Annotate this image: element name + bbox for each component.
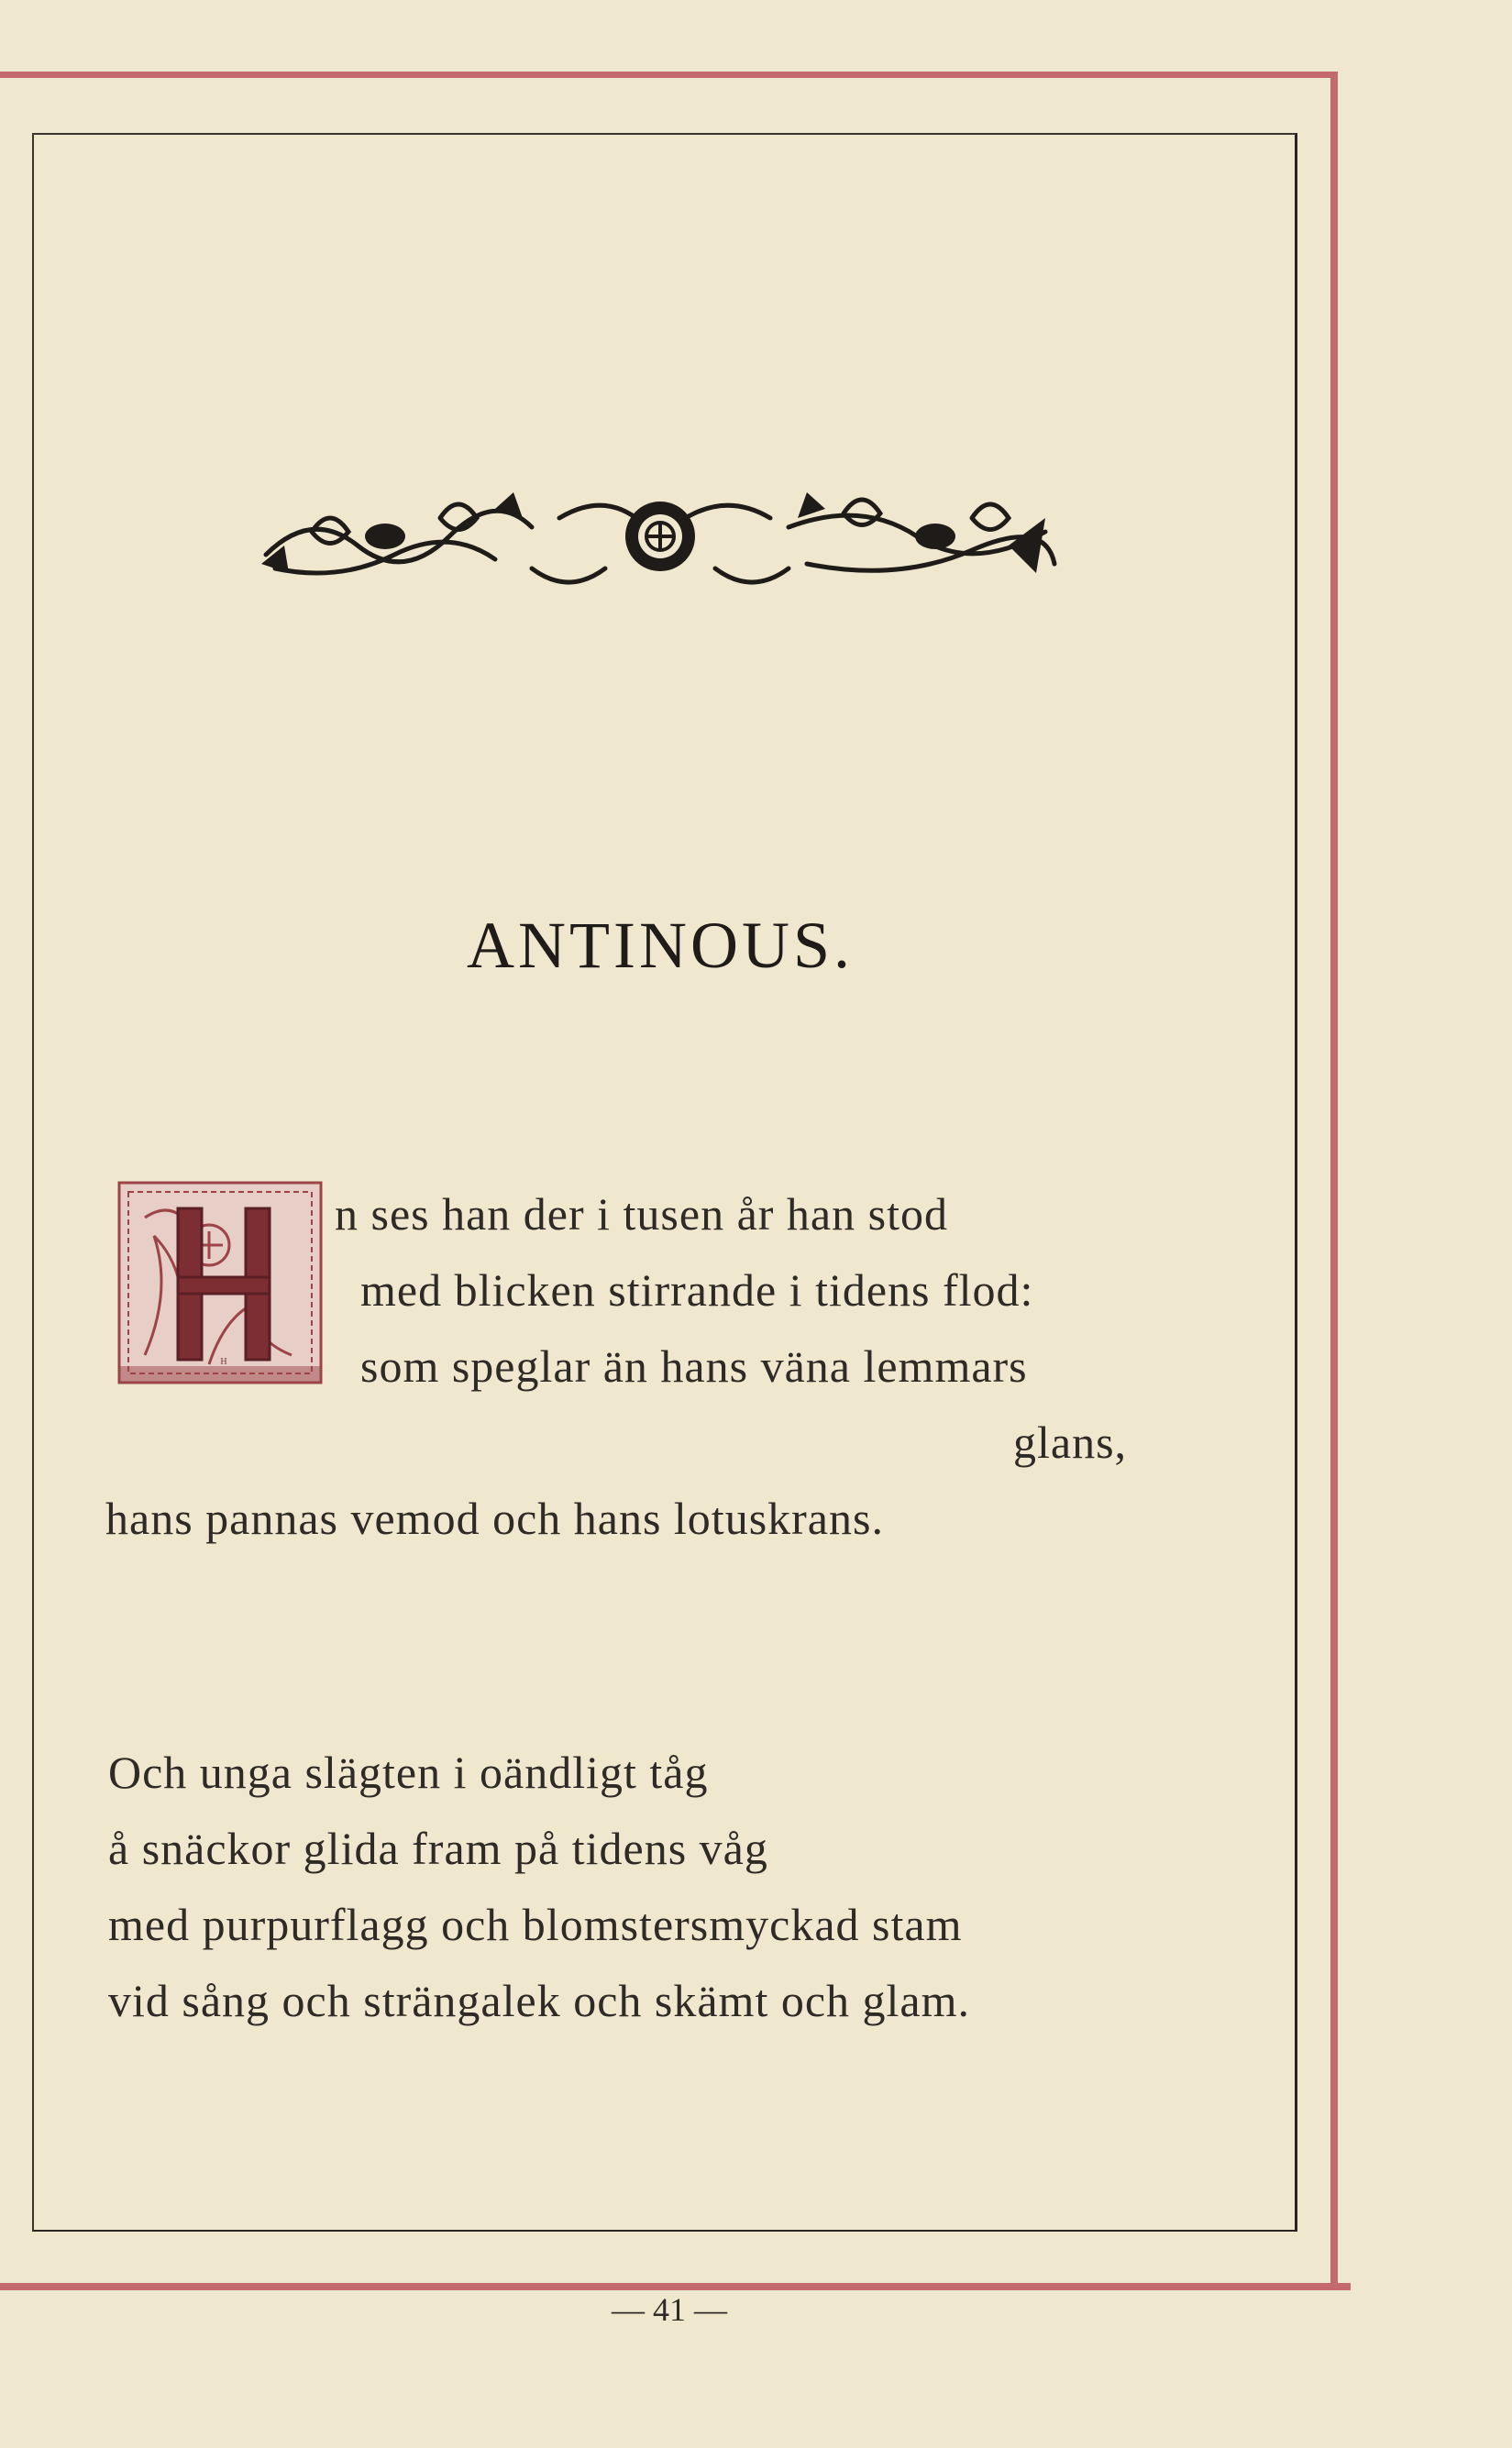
red-border-bottom bbox=[0, 2283, 1351, 2290]
floral-vignette-icon bbox=[257, 481, 1064, 591]
verse-line: Och unga slägten i oändligt tåg bbox=[108, 1747, 709, 1798]
verse-line: n ses han der i tusen år han stod bbox=[335, 1188, 948, 1240]
red-border-top bbox=[0, 72, 1337, 78]
verse-line: glans, bbox=[1013, 1417, 1128, 1468]
verse-line: vid sång och strängalek och skämt och glam. bbox=[108, 1975, 970, 2026]
decorated-initial-h-icon bbox=[117, 1181, 323, 1384]
initial-letter: H bbox=[220, 1357, 227, 1367]
verse-line: å snäckor glida fram på tidens våg bbox=[108, 1823, 768, 1874]
verse-line: med blicken stirrande i tidens flod: bbox=[360, 1264, 1034, 1316]
verse-line: med purpurflagg och blomstersmyckad stam bbox=[108, 1899, 963, 1950]
verse-line: som speglar än hans väna lemmars bbox=[360, 1340, 1028, 1392]
page-number: — 41 — bbox=[612, 2291, 727, 2328]
red-border-right bbox=[1330, 72, 1338, 2290]
verse-line: hans pannas vemod och hans lotuskrans. bbox=[105, 1493, 884, 1544]
poem-title: ANTINOUS. bbox=[467, 909, 854, 982]
